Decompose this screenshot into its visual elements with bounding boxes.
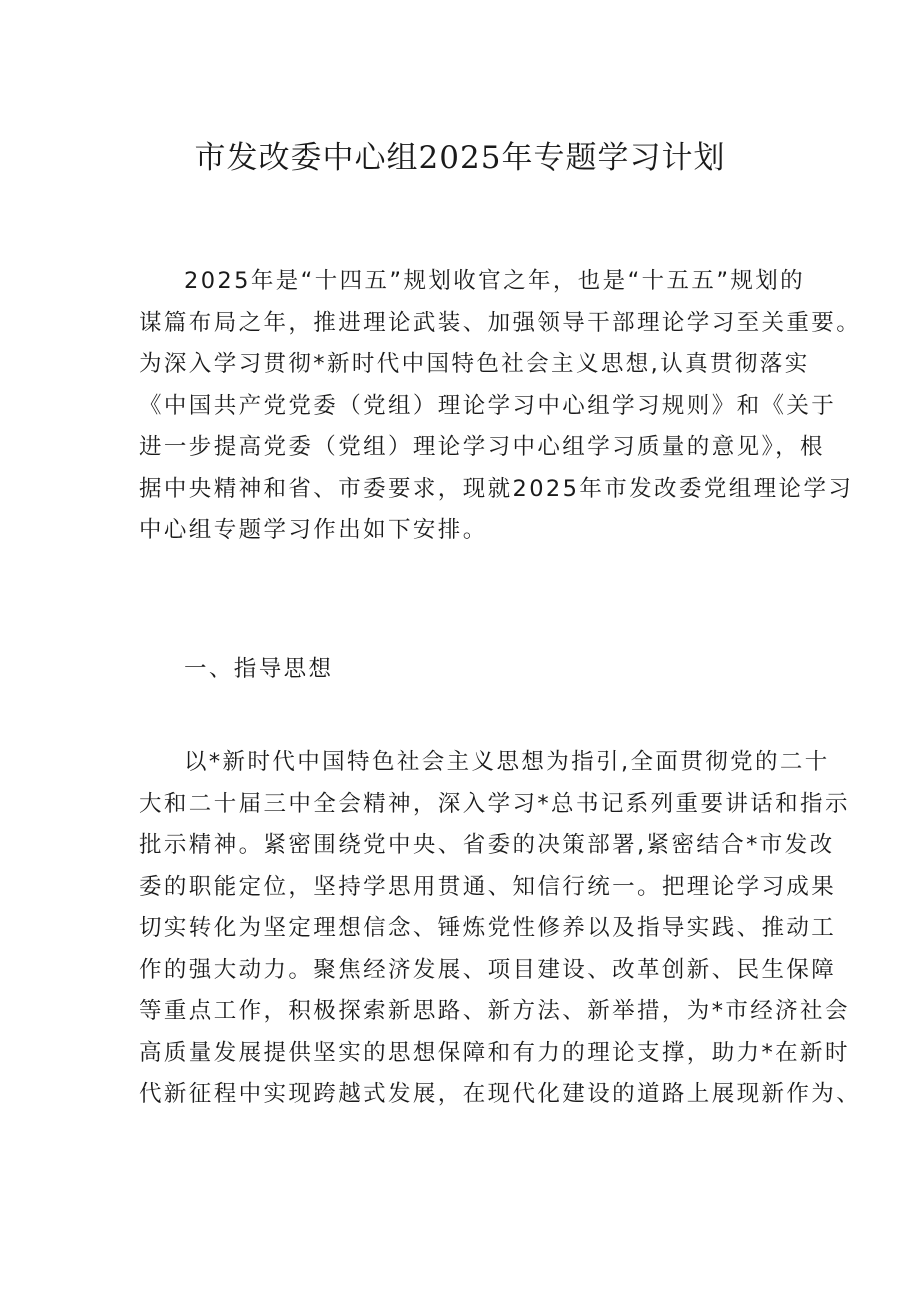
- guide-line: 作的强大动力。聚焦经济发展、项目建设、改革创新、民生保障: [139, 956, 837, 983]
- guide-line: 以*新时代中国特色社会主义思想为指引,全面贯彻党的二十: [184, 749, 830, 775]
- guide-line: 委的职能定位，坚持学思用贯通、知信行统一。把理论学习成果: [139, 873, 837, 900]
- guide-line: 等重点工作，积极探索新思路、新方法、新举措，为*市经济社会: [139, 998, 850, 1024]
- guide-line: 切实转化为坚定理想信念、锤炼党性修养以及指导实践、推动工: [139, 915, 837, 941]
- guide-line: 高质量发展提供坚实的思想保障和有力的理论支撑，助力*在新时: [139, 1039, 850, 1066]
- intro-line: 2025年是“十四五”规划收官之年，也是“十五五”规划的: [184, 268, 806, 294]
- intro-line: 为深入学习贯彻*新时代中国特色社会主义思想,认真贯彻落实: [139, 351, 810, 377]
- document-title: 市发改委中心组2025年专题学习计划: [194, 140, 726, 176]
- intro-line: 《中国共产党党委（党组）理论学习中心组学习规则》和《关于: [139, 392, 837, 419]
- guide-line: 大和二十届三中全会精神，深入学习*总书记系列重要讲话和指示: [139, 790, 850, 817]
- guiding-thought-paragraph: [139, 742, 862, 1116]
- section-heading: 一、指导思想: [184, 656, 334, 682]
- guide-line: 批示精神。紧密围绕党中央、省委的决策部署,紧密结合*市发改: [139, 832, 835, 858]
- intro-line: 谋篇布局之年，推进理论武装、加强领导干部理论学习至关重要。: [139, 309, 862, 336]
- guide-line: 代新征程中实现跨越式发展，在现代化建设的道路上展现新作为、: [139, 1081, 862, 1107]
- intro-line: 进一步提高党委（党组）理论学习中心组学习质量的意见》，根: [139, 434, 825, 460]
- intro-line: 中心组专题学习作出如下安排。: [139, 517, 488, 543]
- intro-paragraph: [139, 261, 862, 552]
- intro-line: 据中央精神和省、市委要求，现就2025年市发改委党组理论学习: [139, 475, 854, 502]
